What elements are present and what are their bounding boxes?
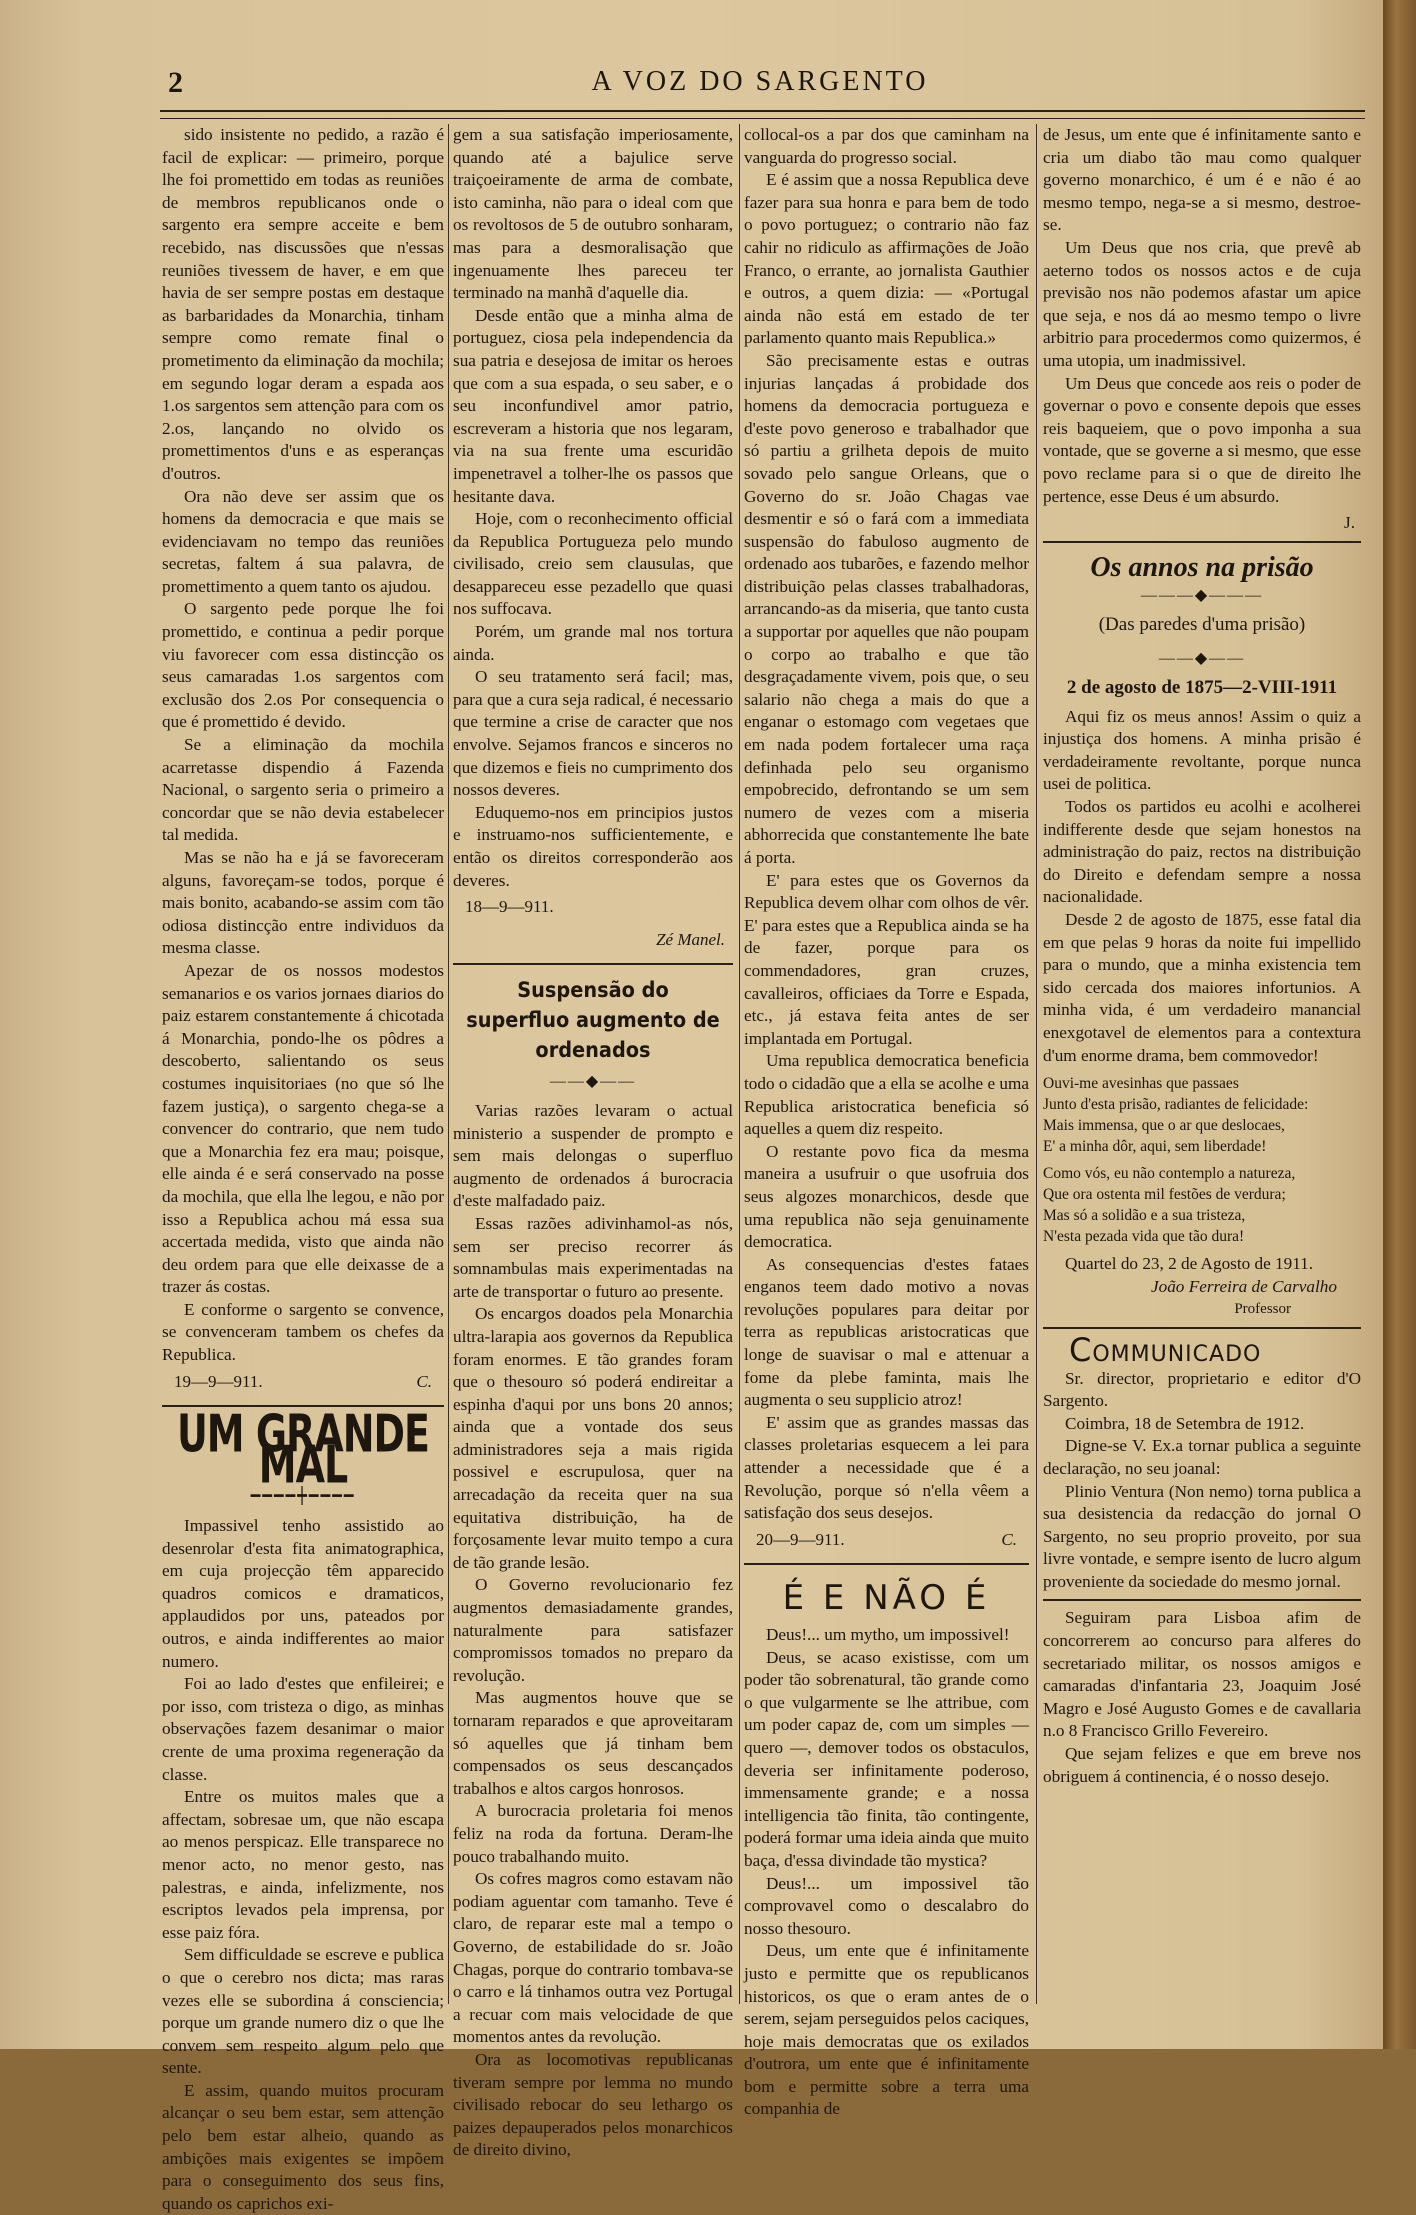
- article-body: [1043, 1368, 1361, 1594]
- paragraph: E conforme o sargento se convence, se convenceram tambem os chefes da Republica.: [162, 1299, 444, 1365]
- column-3: [744, 124, 1029, 2121]
- paragraph: Entre os muitos males que a affectam, sobresae um, que não escapa ao menos perspicaz. Elle transparece no menor acto, no menor gesto, nas palestras, e ainda, infelizmente, nos escriptos levados pela imprensa, por esse paiz fóra.: [162, 1787, 444, 1942]
- paragraph: Eduquemo-nos em principios justos e instruamo-nos sufficientemente, e então os direitos corresponderão aos deveres.: [453, 802, 733, 890]
- paragraph: Um Deus que nos cria, que prevê ab aeterno todos os nossos actos e de cuja previsão nos não podemos afastar um apice que seja, e nos dá ao mesmo tempo o livre arbitrio para procedermos como quizermos, é uma utopia, um inadmissivel.: [1043, 237, 1361, 370]
- article-dateline: 2 de agosto de 1875—2-VIII-1911: [1066, 677, 1338, 699]
- article-separator: [1043, 1599, 1361, 1601]
- paragraph: O sargento pede porque lhe foi promettido, e continua a pedir porque viu favorecer com essa distincção os seus camaradas 1.os sargentos com exclusão dos 2.os Por consequencia o que é promettido é devido.: [162, 599, 444, 732]
- column-rule: [739, 124, 740, 2004]
- paragraph: Todos os partidos eu acolhi e acolherei indifferente desde que sejam honestos na administração do paiz, rectos na distribuição do Direito e defendam sempre a nossa nacionalidade.: [1043, 797, 1361, 907]
- poem-line: Mais immensa, que o ar que deslocaes,: [1043, 1117, 1285, 1135]
- poem-line: Mas só a solidão e a sua tristeza,: [1043, 1207, 1246, 1225]
- poem-line: Junto d'esta prisão, radiantes de felicidade:: [1043, 1096, 1309, 1114]
- paragraph: E assim, quando muitos procuram alcançar o seu bem estar, sem attenção pelo bem estar alheio, quando as ambições mais exigentes se impõem para o conseguimento dos seus fins, quando os caprichos exi-: [162, 2080, 444, 2213]
- paragraph: Se a eliminação da mochila acarretasse dispendio á Fazenda Nacional, o sargento seria o primeiro a concordar que se não devia estabelecer tal medida.: [162, 735, 444, 845]
- article-heading: Suspensão do superfluo augmento de ordenados: [466, 978, 720, 1063]
- column-2: [453, 124, 733, 2162]
- article-heading: UM GRANDE MAL: [176, 1404, 430, 1495]
- column-4: [1043, 124, 1361, 1788]
- paragraph: Um Deus que concede aos reis o poder de governar o povo e consente depois que esses reis baqueiem, que o povo imponha a sua vontade, que se governe a si mesmo, que esse povo reclame para si o que de direito lhe pertence, esse Deus é um absurdo.: [1043, 373, 1361, 506]
- article-signature: [744, 1525, 1029, 1558]
- paragraph: E' para estes que os Governos da Republica devem olhar com olhos de vêr. E' para estes que a Republica ainda se ha de fazer, porque para os commendadores, gran cruzes, cavalleiros, officiaes da Torre e Espada, etc., já estava feita antes de ser implantada em Portugal.: [744, 870, 1029, 1048]
- article-body: [453, 1100, 733, 2162]
- signature-date: 20—9—911.: [756, 1529, 845, 1549]
- poem-line: E' a minha dôr, aqui, sem liberdade!: [1043, 1138, 1267, 1156]
- signature-initial: C.: [416, 1371, 432, 1391]
- article-body: [1043, 124, 1361, 508]
- paragraph: Deus!... um mytho, um impossivel!: [766, 1625, 1010, 1644]
- paragraph: Desde 2 de agosto de 1875, esse fatal dia em que pelas 9 horas da noite fui impellido para o mundo, que a minha existencia tem sido cercada dos maiores infortunios. A minha vida, é um verdadeiro manancial enexgotavel de elementos para a contextura d'um enorme drama, bem commovedor!: [1043, 910, 1361, 1065]
- paragraph: A burocracia proletaria foi menos feliz na roda da fortuna. Deram-lhe pouco trabalhando muito.: [453, 1801, 733, 1866]
- signature-date: 19—9—911.: [174, 1371, 263, 1391]
- paragraph: Ora não deve ser assim que os homens da democracia e que mais se evidenciavam no tempo das reuniões secretas, faltem á sua palavra, de promettimento a quem tanto os ajudou.: [162, 486, 444, 596]
- article-heading: Os annos na prisão: [1090, 551, 1314, 583]
- paragraph: O restante povo fica da mesma maneira a usufruir o que usofruia dos seus algozes monarchicos, desde que uma republica não seja genuinamente democratica.: [744, 1141, 1029, 1252]
- article-body: [744, 1624, 1029, 2121]
- poem-stanza: [1043, 1163, 1361, 1247]
- paragraph: gem a sua satisfação imperiosamente, quando até a bajulice serve traiçoeiramente de arma de combate, isto caminha, não para o ideal com que os revoltosos de 5 de outubro sonharam, mas para a desmoralisação que ingenuamente lhes pareceu ter terminado na manhã d'aquelle dia.: [453, 125, 733, 303]
- signature-author: Zé Manel.: [656, 929, 725, 949]
- article-subheading: (Das paredes d'uma prisão): [1098, 613, 1306, 635]
- heading-ornament: ━━━━┿━━━━: [250, 1488, 356, 1506]
- column-rule: [448, 124, 449, 2004]
- article-body: [1043, 1607, 1361, 1788]
- paragraph: As consequencias d'estes fataes enganos teem dado motivo a novas revoluções populares para deitar por terra as republicas aristocraticas que longe de suavisar o mal e attenuar a fome da plebe faminta, mais lhe augmenta o seu supplicio atroz!: [744, 1254, 1029, 1410]
- paragraph: Deus!... um impossivel tão comprovavel como o descalabro do nosso thesouro.: [744, 1873, 1029, 1938]
- paragraph: Mas se não ha e já se favoreceram alguns, favoreçam-se todos, porque é mais bonito, acabando-se assim com tão odiosa distincção entre individuos da mesma classe.: [162, 848, 444, 958]
- article-signature: [162, 1367, 444, 1400]
- paragraph: Os cofres magros como estavam não podiam aguentar com tamanho. Teve é claro, de reparar este mal a tempo o Governo, de estabilidade do sr. João Chagas, porque do contrario tombava-se o carro e lá tinhamos outra vez Portugal a recuar com mais velocidade de que momentos antes da revolução.: [453, 1869, 733, 2047]
- article-body: [1043, 706, 1361, 1068]
- paragraph: Seguiram para Lisboa afim de concorrerem ao concurso para alferes do secretariado militar, os nossos amigos e camaradas d'infantaria 23, Joaquim José Magro e José Augusto Gomes e de cavallaria n.o 8 Francisco Grillo Fevereiro.: [1043, 1608, 1361, 1741]
- poem-line: N'esta pezada vida que tão dura!: [1043, 1228, 1245, 1246]
- paragraph: Deus, se acaso existisse, com um poder tão sobrenatural, tão grande como o que vulgarmente se lhe attribue, com um poder capaz de, com um simples — quero —, demover todos os obstaculos, deveria ser infinitamente poderoso, immensamente grande; e a nossa intelligencia tão finita, tão contingente, poderá formar uma ideia ainda que muito baça, d'essa divindade tão mystica?: [744, 1647, 1029, 1870]
- signature-date: 18—9—911.: [465, 897, 554, 917]
- paragraph: Uma republica democratica beneficia todo o cidadão que a ella se acolhe e uma Republica aristocratica beneficia só aquelles a quem diz respeito.: [744, 1051, 1029, 1139]
- paragraph: Coimbra, 18 de Setembra de 1912.: [1065, 1413, 1305, 1433]
- article-body: [162, 1515, 444, 2215]
- section-heading: Communicado: [1069, 1330, 1262, 1369]
- closing-line: Quartel do 23, 2 de Agosto de 1911.: [1065, 1254, 1314, 1274]
- paragraph: Apezar de os nossos modestos semanarios e os varios jornaes diarios do paiz estarem constantemente á chicotada á Monarchia, pondo-lhe os pôdres a descoberto, salientando os seus costumes inquisitoriaes (no que só lhe fazem justiça), o sargento chega-se a convencer do contrario, que nem tudo que a Monarchia fez era mau; poisque, elle ainda é e será conservado na posse da mochila, que ella lhe legou, e não por isso a Republica achou má essa sua accertada medida, visto que ainda não deu ordem para que elle deixasse de a trazer ás costas.: [162, 960, 444, 1297]
- masthead-rule: [160, 110, 1365, 119]
- article-separator: [1043, 1327, 1361, 1329]
- paragraph: sido insistente no pedido, a razão é facil de explicar: — primeiro, porque lhe foi promettido em todas as reuniões de membros republicanos onde o sargento era sempre acceite e bem recebido, nas discussões que n'essas reuniões tivessem de haver, e em que havia de ser sempre postas em destaque as barbaridades da Monarchia, tinham sempre como remate final o prometimento da eliminação da mochila; em segundo logar deram a espada aos 1.os sargentos sem attenção para com os 2.os, lançando no olvido os promettimentos d'uns e as esperanças d'outros.: [162, 125, 444, 483]
- paragraph: Foi ao lado d'estes que enfileirei; e por isso, com tristeza o digo, as minhas observações fazem desanimar o maior crente de uma proxima regeneração da classe.: [162, 1674, 444, 1784]
- article-separator: [744, 1563, 1029, 1565]
- paragraph: Ora as locomotivas republicanas tiveram sempre por lemma no mundo civilisado rebocar do seu lethargo os paizes depauperados pelos monarchicos de direito divino,: [453, 2049, 733, 2160]
- heading-ornament: ——◆——: [1158, 650, 1246, 668]
- column-1: [162, 124, 444, 2215]
- page-binding-edge: [1383, 0, 1416, 2049]
- paragraph: Hoje, com o reconhecimento official da Republica Portugueza pelo mundo civilisado, creio sem clausulas, que desappareceu esse pezadello que quasi nos suffocava.: [453, 509, 733, 619]
- article-heading: É E NÃO É: [782, 1578, 991, 1619]
- article-body: [162, 124, 444, 1367]
- paragraph: Desde então que a minha alma de portuguez, ciosa pela independencia da sua patria e desejosa de imitar os heroes que com a sua espada, o seu saber, e o seu inconfundivel amor patrio, escreveram a historia que nos legaram, via na sua frente uma escuridão impenetravel a tolher-lhe os passos que hesitante dava.: [453, 305, 733, 506]
- paragraph: O Governo revolucionario fez augmentos demasiadamente grandes, naturalmente para satisfazer compromissos tomados no preparo da revolução.: [453, 1575, 733, 1685]
- paragraph: Deus, um ente que é infinitamente justo e permitte que os republicanos historicos, os que o eram antes de o serem, sejam perseguidos pelos caciques, hoje mais democratas que os exilados d'outrora, um ente que é infinitamente bom e permitte sobre a terra uma companhia de: [744, 1941, 1029, 2119]
- signature-initial: J.: [1344, 513, 1355, 533]
- paragraph: Mas augmentos houve que se tornaram reparados e que aproveitaram só aquelles que já tinham bem compensados os seus descançados trabalhos e altos cargos honrosos.: [453, 1688, 733, 1798]
- poem-stanza: [1043, 1073, 1361, 1157]
- author-role: Professor: [1234, 1301, 1291, 1318]
- paragraph: Os encargos doados pela Monarchia ultra-larapia aos governos da Republica foram enormes. E tão grandes foram que o thesouro só poderá endireitar a espinha d'aqui por uns bons 20 annos; ainda que a vontade dos seus administradores seja a mais rigida possivel e escrupulosa, quer na arrecadação da receita quer na sua equitativa distribuição, ha de forçosamente levar muito tempo a cura de tão grande lesão.: [453, 1304, 733, 1572]
- article-signature: [453, 892, 733, 925]
- heading-ornament: ——◆——: [549, 1073, 637, 1091]
- paragraph: Impassivel tenho assistido ao desenrolar d'esta fita animatographica, em cuja projecção têm apparecido quadros comicos e dramaticos, applaudidos por uns, pateados por outros, e ainda indifferentes ao maior numero.: [162, 1516, 444, 1671]
- article-body: [744, 124, 1029, 1525]
- paragraph: E é assim que a nossa Republica deve fazer para sua honra e para bem de todo o povo portuguez; o contrario não faz cahir no ridiculo as affirmações de João Franco, o errante, ao jornalista Gauthier e outros, a quem dizia: — «Portugal ainda não está em estado de ter parlamento quanto mais Republica.»: [744, 170, 1029, 348]
- paragraph: Plinio Ventura (Non nemo) torna publica a sua desistencia da redacção do jornal O Sargento, no seu proprio proveito, por sua livre vontade, e sempre isento de lucro algum proveniente da sociedade do mesmo jornal.: [1043, 1481, 1361, 1591]
- page-number: 2: [168, 66, 183, 99]
- paragraph: Sr. director, proprietario e editor d'O Sargento.: [1043, 1368, 1361, 1411]
- heading-ornament: ———◆———: [1140, 587, 1264, 605]
- paragraph: Digne-se V. Ex.a tornar publica a seguinte declaração, no seu joanal:: [1043, 1436, 1361, 1478]
- masthead: [160, 62, 1360, 102]
- article-separator: [453, 963, 733, 965]
- article-body: [453, 124, 733, 892]
- paragraph: Que sejam felizes e que em breve nos obriguem á continencia, é o nosso desejo.: [1043, 1744, 1361, 1786]
- paragraph: de Jesus, um ente que é infinitamente santo e cria um diabo tão mau como qualquer governo monarchico, é um é e não é ao mesmo tempo, nega-se a si mesmo, destroe-se.: [1043, 125, 1361, 235]
- paragraph: Varias razões levaram o actual ministerio a suspender de prompto e sem mais delongas o superfluo augmento de ordenados á burocracia d'este malfadado paiz.: [453, 1100, 733, 1211]
- paragraph: O seu tratamento será facil; mas, para que a cura seja radical, é necessario que termine a crise de caracter que nos envolve. Sejamos francos e sinceros no que dizemos e fieis no cumprimento dos nossos deveres.: [453, 667, 733, 800]
- column-rule: [1036, 124, 1037, 2004]
- poem-line: Ouvi-me avesinhas que passaes: [1043, 1075, 1239, 1093]
- paragraph: Porém, um grande mal nos tortura ainda.: [453, 622, 733, 664]
- paragraph: Aqui fiz os meus annos! Assim o quiz a injustiça dos homens. A minha prisão é verdadeiramente revoltante, porque nunca usei de politica.: [1043, 706, 1361, 794]
- poem-line: Que ora ostenta mil festões de verdura;: [1043, 1186, 1286, 1204]
- paragraph: São precisamente estas e outras injurias lançadas á probidade dos homens da democracia portugueza e d'este povo generoso e trabalhador que só partiu a grilheta depois de muito sovado pelo sangue Orleans, que o Governo do sr. João Chagas vae desmentir e só o fará com a immediata suspensão do fabuloso augmento de ordenado aos tubarões, e fazendo melhor distribuição pelas classes trabalhadoras, arrancando-as da miseria, que tanto custa a supportar por aquelles que não poupam o corpo ao trabalho e que tão desgraçadamente vivem, pois que, o seu salario não chega a mais do que a enganar o estomago com vegetaes que em nada podem fortalecer uma raça definhada pelo seu organismo empobrecido, defrontando se um sem numero de vezes com a miseria abhorrecida que constantemente lhe bate á porta.: [744, 350, 1029, 867]
- paragraph: Essas razões adivinhamol-as nós, sem ser preciso recorrer ás somnambulas mais experimentadas na arte de transportar o futuro ao presente.: [453, 1213, 733, 1301]
- paragraph: E' assim que as grandes massas das classes proletarias esquecem a lei para attender a necessidade que é a Revolução, porque só n'ella vêem a satisfação dos seus desejos.: [744, 1412, 1029, 1523]
- paragraph: collocal-os a par dos que caminham na vanguarda do progresso social.: [744, 125, 1029, 167]
- author-name: João Ferreira de Carvalho: [1150, 1276, 1337, 1296]
- newspaper-title: A VOZ DO SARGENTO: [591, 66, 929, 97]
- signature-initial: C.: [1001, 1529, 1017, 1549]
- article-separator: [1043, 541, 1361, 543]
- poem-line: Como vós, eu não contemplo a natureza,: [1043, 1165, 1296, 1183]
- paragraph: Sem difficuldade se escreve e publica o que o cerebro nos dicta; mas raras vezes elle se subordina á consciencia; porque um grande numero diz o que lhe convem sem respeito algum pelo que sente.: [162, 1945, 444, 2078]
